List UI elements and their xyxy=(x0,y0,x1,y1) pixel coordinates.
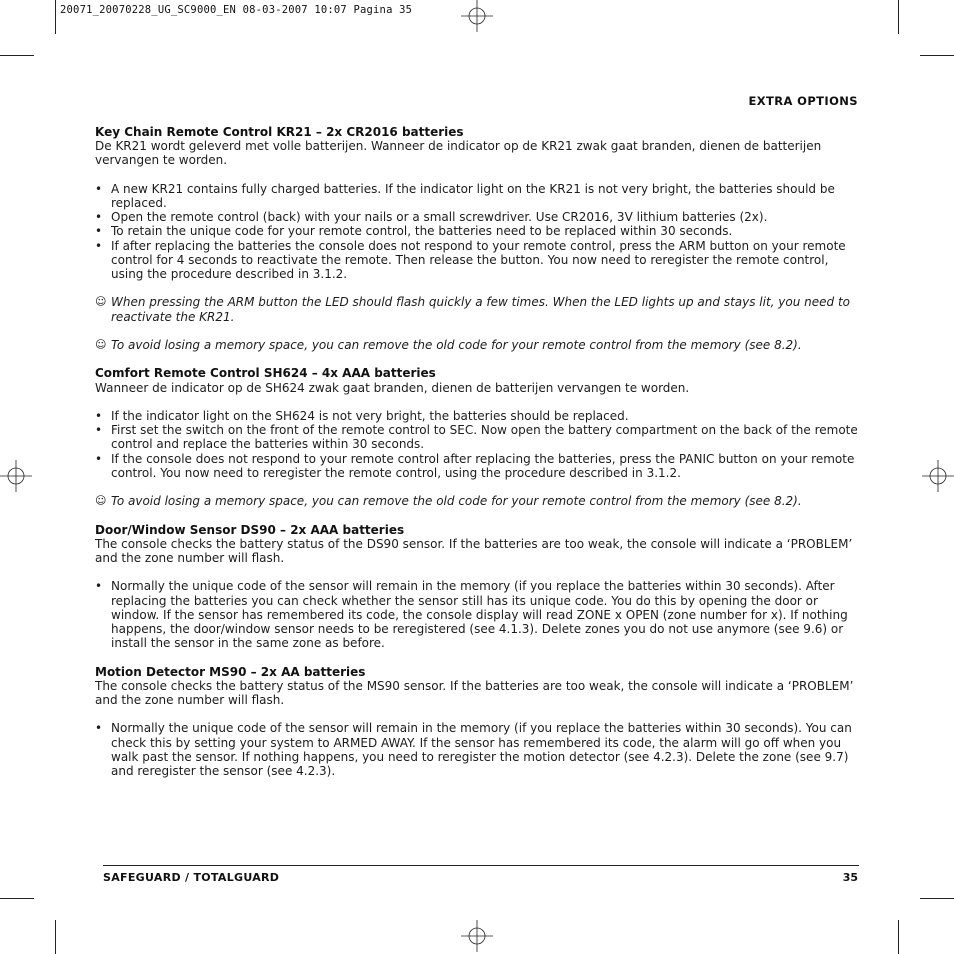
crop-mark-bottom-left-vertical xyxy=(55,920,56,954)
section-heading: Door/Window Sensor DS90 – 2x AAA batteries xyxy=(95,522,405,537)
crop-mark-top-right-horizontal xyxy=(920,55,954,56)
crop-mark-top-right-vertical xyxy=(898,0,899,34)
note xyxy=(95,338,858,352)
section-ds90 xyxy=(95,523,858,651)
crop-mark-top-left-horizontal xyxy=(0,55,34,56)
section-intro: De KR21 wordt geleverd met volle batterijen. Wanneer de indicator op de KR21 zwak gaat branden, dienen de batterijen vervangen te worden. xyxy=(95,139,822,168)
crop-mark-bottom-right-vertical xyxy=(898,920,899,954)
registration-mark-bottom-icon xyxy=(461,920,493,952)
list-item: • First set the switch on the front of the remote control to SEC. Now open the battery compartment on the back of the remote control and replace the batteries within 30 seconds. xyxy=(95,423,858,451)
page-content xyxy=(95,125,858,792)
note-text: When pressing the ARM button the LED should flash quickly a few times. When the LED lights up and stays lit, you need to reactivate the KR21. xyxy=(111,295,851,324)
section-heading: Key Chain Remote Control KR21 – 2x CR2016 batteries xyxy=(95,125,464,139)
section-intro: The console checks the battery status of the DS90 sensor. If the batteries are too weak, the console will indicate a ‘PROBLEM’ and the zone number will flash. xyxy=(95,536,853,565)
section-header: EXTRA OPTIONS xyxy=(748,94,858,108)
section-intro: The console checks the battery status of the MS90 sensor. If the batteries are too weak, the console will indicate a ‘PROBLEM’ and the zone number will flash. xyxy=(95,678,854,707)
note xyxy=(95,494,858,508)
note-text: To avoid losing a memory space, you can remove the old code for your remote control from the memory (see 8.2). xyxy=(111,338,802,352)
bullet-list xyxy=(95,182,858,281)
footer-brand: SAFEGUARD / TOTALGUARD xyxy=(103,871,280,884)
registration-mark-top-icon xyxy=(461,0,493,32)
list-item: • If the console does not respond to your remote control after replacing the batteries, press the PANIC button on your remote control. You now need to reregister the remote control, using the procedure described in 3.1.2. xyxy=(95,452,858,480)
list-item: • To retain the unique code for your remote control, the batteries need to be replaced within 30 seconds. xyxy=(95,224,858,238)
crop-mark-bottom-left-horizontal xyxy=(0,898,34,899)
note-text: To avoid losing a memory space, you can remove the old code for your remote control from the memory (see 8.2). xyxy=(111,494,802,509)
footer-divider xyxy=(103,865,859,866)
bullet-list xyxy=(95,409,858,480)
crop-mark-top-left-vertical xyxy=(55,0,56,34)
page-number: 35 xyxy=(842,871,858,884)
registration-mark-right-icon xyxy=(922,460,954,492)
section-sh624 xyxy=(95,366,858,508)
list-item: • A new KR21 contains fully charged batteries. If the indicator light on the KR21 is not very bright, the batteries should be replaced. xyxy=(95,182,858,210)
print-slug: 20071_20070228_UG_SC9000_EN 08-03-2007 10:07 Pagina 35 xyxy=(60,4,413,16)
bullet-list xyxy=(95,721,858,778)
list-item: • If after replacing the batteries the console does not respond to your remote control, press the ARM button on your remote control for 4 seconds to reactivate the remote. Then release the button. You now need to reregister the remote control, using the procedure described in 3.1.2. xyxy=(95,239,858,282)
smiley-icon: ☺ xyxy=(95,338,107,351)
smiley-icon: ☺ xyxy=(95,494,107,508)
note xyxy=(95,295,858,323)
list-item: • Normally the unique code of the sensor will remain in the memory (if you replace the batteries within 30 seconds). After replacing the batteries you can check whether the sensor still has its unique code. You do this by opening the door or window. If the sensor has remembered its code, the console display will read ZONE x OPEN (zone number for x). If nothing happens, the door/window sensor needs to be reregistered (see 4.1.3). Delete zones you do not use anymore (see 9.6) or install the sensor in the same zone as before. xyxy=(95,579,858,650)
list-item: • If the indicator light on the SH624 is not very bright, the batteries should be replaced. xyxy=(95,409,858,423)
crop-mark-bottom-right-horizontal xyxy=(920,898,954,899)
section-ms90 xyxy=(95,665,858,779)
section-kr21 xyxy=(95,125,858,352)
section-heading: Motion Detector MS90 – 2x AA batteries xyxy=(95,664,366,679)
list-item: • Normally the unique code of the sensor will remain in the memory (if you replace the batteries within 30 seconds). You can check this by setting your system to ARMED AWAY. If the sensor has remembered its code, the alarm will go off when you walk past the sensor. If nothing happens, you need to reregister the motion detector (see 4.2.3). Delete the zone (see 9.7) and reregister the sensor (see 4.2.3). xyxy=(95,721,858,778)
smiley-icon: ☺ xyxy=(95,295,107,309)
section-heading: Comfort Remote Control SH624 – 4x AAA batteries xyxy=(95,366,436,381)
bullet-list xyxy=(95,579,858,650)
list-item: • Open the remote control (back) with your nails or a small screwdriver. Use CR2016, 3V lithium batteries (2x). xyxy=(95,210,858,224)
section-intro: Wanneer de indicator op de SH624 zwak gaat branden, dienen de batterijen vervangen te worden. xyxy=(95,380,690,395)
registration-mark-left-icon xyxy=(0,460,32,492)
